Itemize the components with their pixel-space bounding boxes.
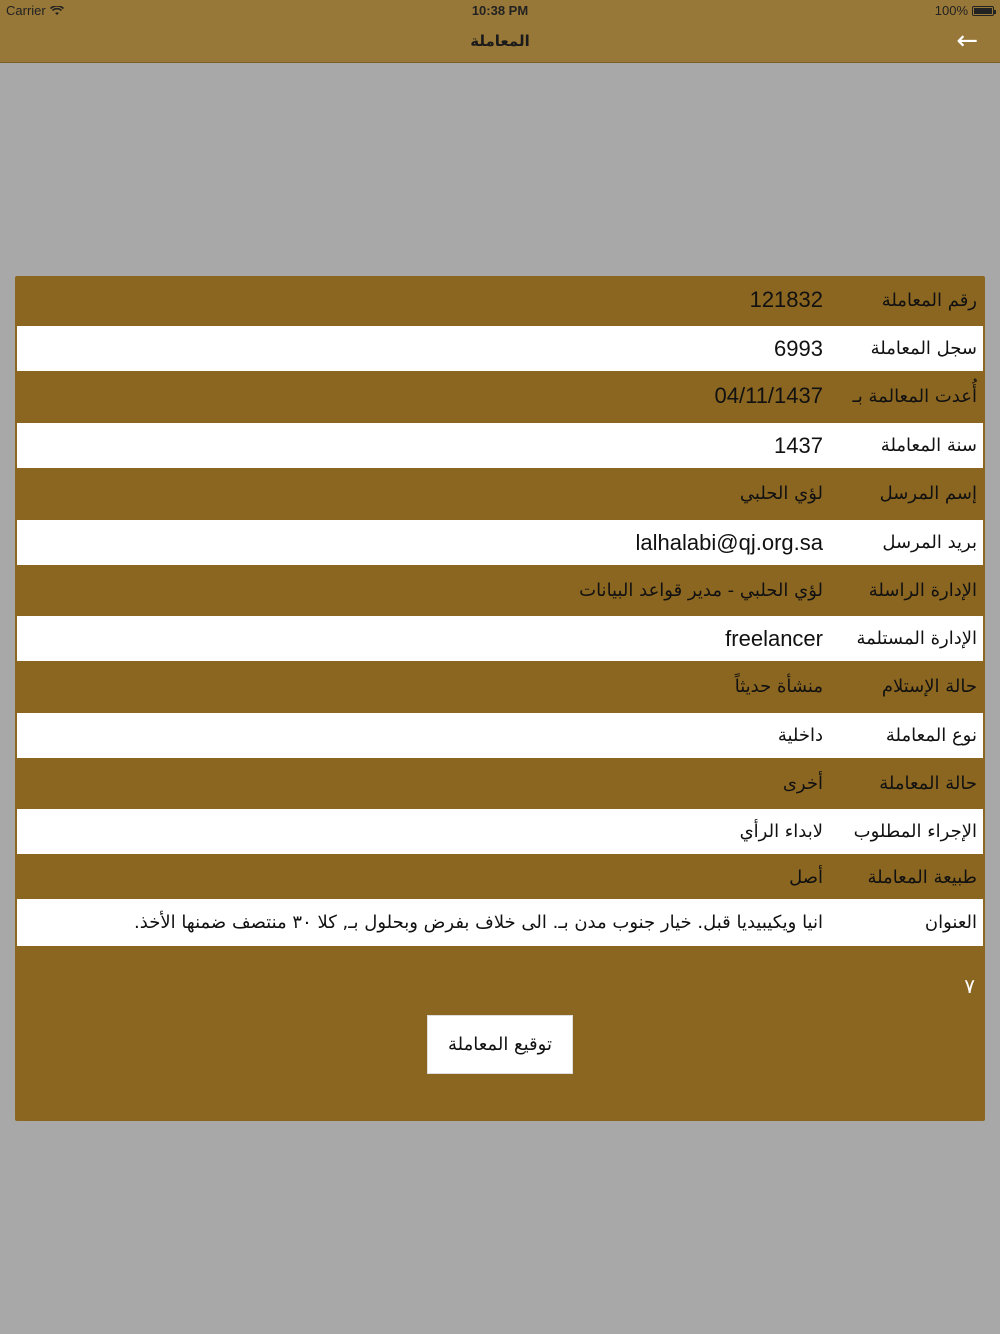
carrier-label: Carrier [6,3,46,18]
navigation-bar [0,22,1000,63]
field-value: أخرى [782,772,823,794]
field-value: lalhalabi@qj.org.sa [635,529,823,555]
field-row-sending-department [15,566,985,614]
field-value: أصل [789,866,823,888]
battery-icon [972,6,994,16]
field-label: إسم المرسل [879,482,977,504]
transaction-details-card [15,276,985,1121]
field-label: بريد المرسل [882,532,977,553]
battery-percent: 100% [934,3,968,18]
field-label: سنة المعاملة [880,435,977,456]
field-value: لابداء الرأي [739,821,823,842]
page-indicator: ٧ [964,976,975,998]
field-label: نوع المعاملة [885,725,977,746]
field-label: العنوان [924,912,977,933]
field-label: حالة الإستلام [881,675,977,697]
field-row-required-action [17,809,983,854]
field-label: رقم المعاملة [881,289,977,311]
status-bar [0,0,1000,22]
sign-transaction-button[interactable]: توقيع المعاملة [427,1015,573,1074]
field-value: انيا ويكيبيديا قبل. خيار جنوب مدن بـ. الى خلاف بفرض وبحلول بـ, كلا ٣٠ منتصف ضمنها الأخذ. [134,912,823,933]
field-row-prepared-on [15,372,985,420]
field-row-transaction-record [17,326,983,371]
field-row-transaction-number [15,276,985,324]
field-row-transaction-nature [15,855,985,899]
field-row-subject [17,899,983,946]
field-label: طبيعة المعاملة [867,866,977,888]
field-label: الإدارة الراسلة [868,579,977,601]
field-row-transaction-status [15,759,985,807]
field-row-transaction-type [17,713,983,758]
field-row-transaction-year [17,423,983,468]
back-arrow-icon[interactable]: ← [956,26,978,56]
field-row-sender-name [15,469,985,517]
field-value: 1437 [774,432,823,458]
field-label: حالة المعاملة [879,772,977,794]
field-label: الإجراء المطلوب [853,821,977,842]
field-value: freelancer [725,625,823,651]
field-value: لؤي الحلبي - مدير قواعد البيانات [579,579,823,601]
field-label: الإدارة المستلمة [856,628,977,649]
field-value: 04/11/1437 [714,383,823,408]
field-value: 121832 [749,287,823,312]
field-row-sender-email [17,520,983,565]
field-value: داخلية [777,725,823,746]
field-value: 6993 [774,335,823,361]
field-value: لؤي الحلبي [739,482,823,504]
field-row-receiving-department [17,616,983,661]
field-label: أُعدت المعالمة بـ [852,385,977,407]
status-time: 10:38 PM [471,3,529,18]
page-title: المعاملة [470,32,530,50]
field-row-receipt-status [15,662,985,710]
field-value: منشأة حديثاً [734,675,823,697]
field-label: سجل المعاملة [870,338,977,359]
status-right [935,3,994,18]
